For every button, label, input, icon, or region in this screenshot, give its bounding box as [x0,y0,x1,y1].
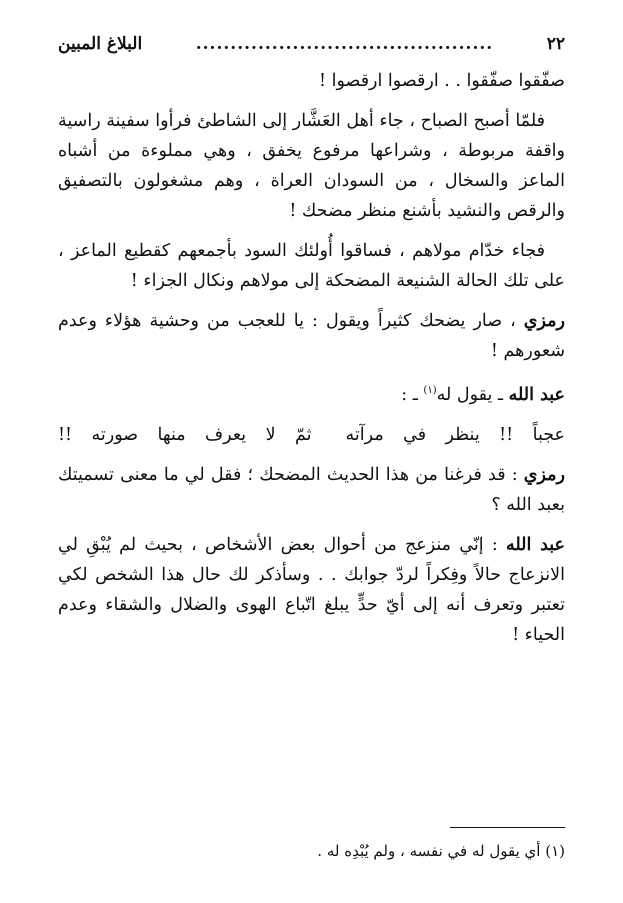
paragraph: فلمّا أصبح الصباح ، جاء أهل العَشَّار إلى الشاطئ فرأوا سفينة راسية واقفة مربوطة ، وشراعها مرفوع يخفق ، وهي مملوءة من أشباه الماعز والسخال ، من السودان العراة ، وهم مشغولون بالتصفيق والرقص والنشيد بأشنع منظر مضحك ! [58,111,565,221]
speaker-name: رمزي [523,464,565,485]
dialogue-ramzi-2 [58,460,565,520]
dialogue-tail: ـ : [401,384,418,405]
paragraph: فجاء خدّام مولاهم ، فساقوا أُولئك السود بأجمعهم كقطيع الماعز ، على تلك الحالة الشنيعة المضحكة إلى مولاهم ونكال الجزاء ! [58,241,565,291]
dialogue-text: : إنّي منزعج من أحوال بعض الأشخاص ، بحيث لم يُبْقِ لي الانزعاج حالاً وفِكراً لردّ جوابك . . وسأذكر لك حال هذا الشخص لكي تعتبر وتعرف أنه إلى أيّ حدٍّ يبلغ اتّباع الهوى والضلال والشقاء وعدم الحياء ! [58,534,565,645]
dialogue-text: ـ يقول له [436,384,504,405]
page-number: ٢٢ [546,34,565,54]
dialogue-abdullah-2 [58,530,565,650]
speaker-name: عبد الله [505,534,565,555]
verse-hemistich-2: ثمّ لا يعرف منها صورته !! [58,424,312,445]
dialogue-abdullah-1 [58,376,565,410]
speaker-name: عبد الله [508,384,565,405]
page-body [58,66,565,660]
verse-line [58,420,565,450]
page-header [58,30,565,58]
footnote: (١) أي يقول له في نفسه ، ولم يُبْدِه له . [317,842,565,860]
footnote-divider [450,827,565,828]
header-leader-dots: ........................................... [195,34,494,54]
running-title: البلاغ المبين [58,34,143,54]
verse-hemistich-1: عجباً !! ينظر في مرآته [345,424,565,445]
dialogue-ramzi-1 [58,306,565,366]
speaker-name: رمزي [523,311,565,331]
paragraph: صفّقوا صفّقوا . . ارقصوا ارقصوا ! [319,71,565,91]
dialogue-text: ، صار يضحك كثيراً ويقول : يا للعجب من وحشية هؤلاء وعدم شعورهم ! [58,311,565,361]
dialogue-text: : قد فرغنا من هذا الحديث المضحك ؛ فقل لي ما معنى تسميتك بعبد الله ؟ [58,464,565,515]
footnote-marker: (١) [423,385,437,396]
